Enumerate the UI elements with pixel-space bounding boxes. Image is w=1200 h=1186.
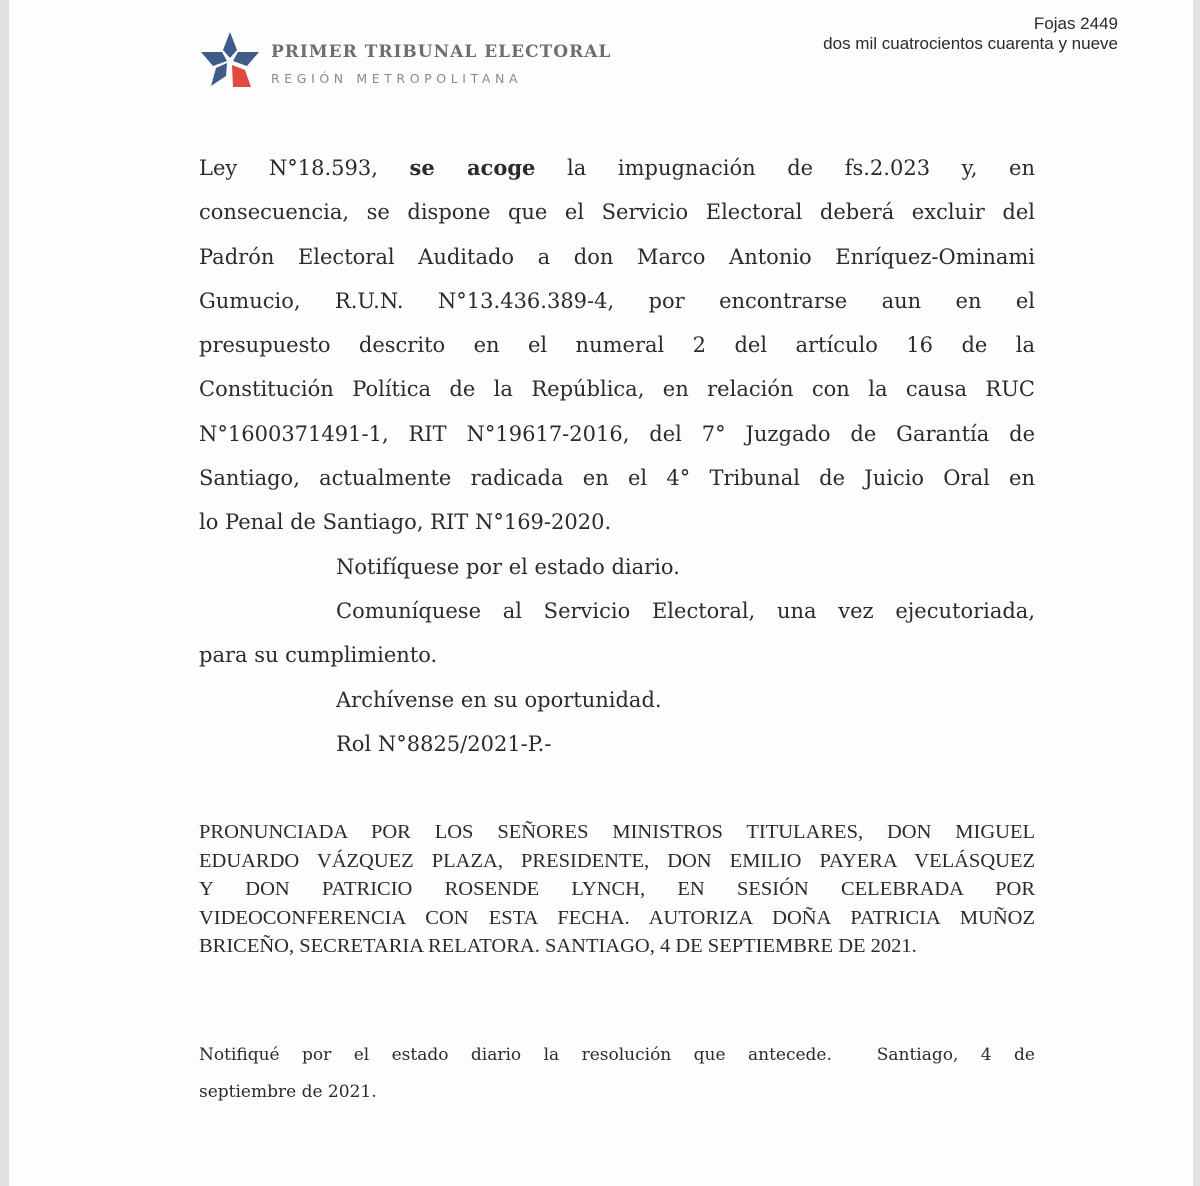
body-line: presupuesto descrito en el numeral 2 del artículo 16 de la: [199, 333, 1035, 358]
star-icon: [199, 30, 261, 92]
body-text-segment: la impugnación de fs.2.023 y, en: [567, 156, 1035, 180]
logo-subtitle: REGIÓN METROPOLITANA: [271, 71, 523, 86]
archivese-line: Archívense en su oportunidad.: [336, 687, 662, 712]
cumplimiento-line: para su cumplimiento.: [199, 643, 438, 668]
fojas-words: dos mil cuatrocientos cuarenta y nueve: [823, 34, 1118, 53]
body-line: Santiago, actualmente radicada en el 4° Tribunal de Juicio Oral en: [199, 466, 1035, 491]
notification-block: [199, 1037, 1035, 1111]
pronunciada-block: [199, 818, 1035, 961]
pronunciada-line: EDUARDO VÁZQUEZ PLAZA, PRESIDENTE, DON EMILIO PAYERA VELÁSQUEZ: [199, 849, 1035, 872]
resolution-body: [199, 146, 1035, 766]
rol-number: Rol N°8825/2021-P.-: [336, 731, 552, 756]
logo-title: PRIMER TRIBUNAL ELECTORAL: [271, 42, 612, 62]
notification-line: septiembre de 2021.: [199, 1082, 377, 1102]
fojas-stamp: [823, 14, 1118, 54]
body-line: Gumucio, R.U.N. N°13.436.389-4, por encontrarse aun en el: [199, 288, 1035, 313]
body-line: Constitución Política de la República, en relación con la causa RUC: [199, 377, 1035, 402]
body-line: consecuencia, se dispone que el Servicio Electoral deberá excluir del: [199, 200, 1035, 225]
fojas-number: Fojas 2449: [1033, 14, 1118, 33]
body-line: lo Penal de Santiago, RIT N°169-2020.: [199, 510, 612, 535]
pronunciada-line: Y DON PATRICIO ROSENDE LYNCH, EN SESIÓN CELEBRADA POR: [199, 878, 1035, 901]
notifiquese-line: Notifíquese por el estado diario.: [336, 554, 680, 579]
bold-phrase: se acoge: [409, 155, 536, 180]
pronunciada-line: PRONUNCIADA POR LOS SEÑORES MINISTROS TITULARES, DON MIGUEL: [199, 821, 1035, 843]
body-line: [199, 146, 1035, 190]
pronunciada-line: BRICEÑO, SECRETARIA RELATORA. SANTIAGO, 4 DE SEPTIEMBRE DE 2021.: [199, 935, 917, 958]
comuniquese-line: Comuníquese al Servicio Electoral, una vez ejecutoriada,: [336, 598, 1035, 623]
pronunciada-line: VIDEOCONFERENCIA CON ESTA FECHA. AUTORIZA DOÑA PATRICIA MUÑOZ: [199, 906, 1035, 929]
notification-line: Notifiqué por el estado diario la resolución que antecede. Santiago, 4 de: [199, 1045, 1035, 1065]
tribunal-logo: [199, 30, 619, 92]
body-line: Padrón Electoral Auditado a don Marco Antonio Enríquez-Ominami: [199, 244, 1035, 269]
body-text-segment: Ley N°18.593,: [199, 156, 378, 180]
body-line: N°1600371491-1, RIT N°19617-2016, del 7° Juzgado de Garantía de: [199, 421, 1035, 446]
document-page: [9, 0, 1193, 1186]
